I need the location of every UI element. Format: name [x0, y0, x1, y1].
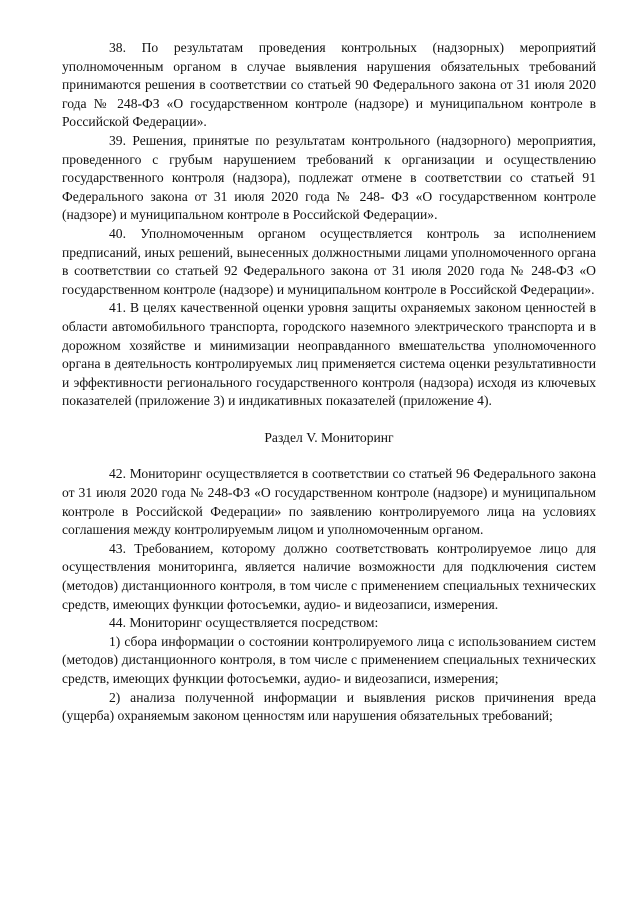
- paragraph-44-item-2: 2) анализа полученной информации и выявления рисков причинения вреда (ущерба) охраняемым законом ценностям или нарушения обязательных требований;: [62, 689, 596, 724]
- paragraph-44: 44. Мониторинг осуществляется посредством:: [109, 615, 379, 631]
- paragraph-44-item-1: 1) сбора информации о состоянии контролируемого лица с использованием систем (методов) дистанционного контроля, в том числе с применением специальных технических средств, имеющих функции фотосъемки, аудио- и видеозаписи, измерения;: [62, 633, 596, 686]
- paragraph-39: 39. Решения, принятые по результатам контрольного (надзорного) мероприятия, проведенного с грубым нарушением требований к организации и осуществлению государственного контроля (надзора), подлежат отмене в соответствии со статьей 91 Федерального закона от 31 июля 2020 года № 248- ФЗ «О государственном контроле (надзоре) и муниципальном контроле в Российской Федерации».: [62, 132, 596, 223]
- paragraph-42: 42. Мониторинг осуществляется в соответствии со статьей 96 Федерального закона от 31 июля 2020 года № 248-ФЗ «О государственном контроле (надзоре) и муниципальном контроле в Российской Федерации» по заявлению контролируемого лица на условиях соглашения между контролируемым лицом и уполномоченным органом.: [62, 466, 596, 538]
- section-heading: Раздел V. Мониторинг: [264, 429, 394, 445]
- paragraph-41: 41. В целях качественной оценки уровня защиты охраняемых законом ценностей в области автомобильного транспорта, городского наземного электрического транспорта и в дорожном хозяйстве и минимизации неоправданного вмешательства уполномоченного органа в деятельность контролируемых лиц применяется система оценки результативности и эффективности регионального государственного контроля (надзора) исходя из ключевых показателей (приложение 3) и индикативных показателей (приложение 4).: [62, 300, 596, 409]
- paragraph-43: 43. Требованием, которому должно соответствовать контролируемое лицо для осуществления мониторинга, является наличие возможности для подключения систем (методов) дистанционного контроля, в том числе с применением специальных технических средств, имеющих функции фотосъемки, аудио- и видеозаписи, измерения.: [62, 540, 596, 612]
- paragraph-38: 38. По результатам проведения контрольных (надзорных) мероприятий уполномоченным органом в случае выявления нарушения обязательных требований принимаются решения в соответствии со статьей 90 Федерального закона от 31 июля 2020 года № 248-ФЗ «О государственном контроле (надзоре) и муниципальном контроле в Российской Федерации».: [62, 40, 596, 130]
- paragraph-40: 40. Уполномоченным органом осуществляется контроль за исполнением предписаний, иных решений, вынесенных должностными лицами уполномоченного органа в соответствии со статьей 92 Федерального закона от 31 июля 2020 года № 248-ФЗ «О государственном контроле (надзоре) и муниципальном контроле в Российской Федерации».: [62, 225, 596, 297]
- document-body: [62, 39, 596, 726]
